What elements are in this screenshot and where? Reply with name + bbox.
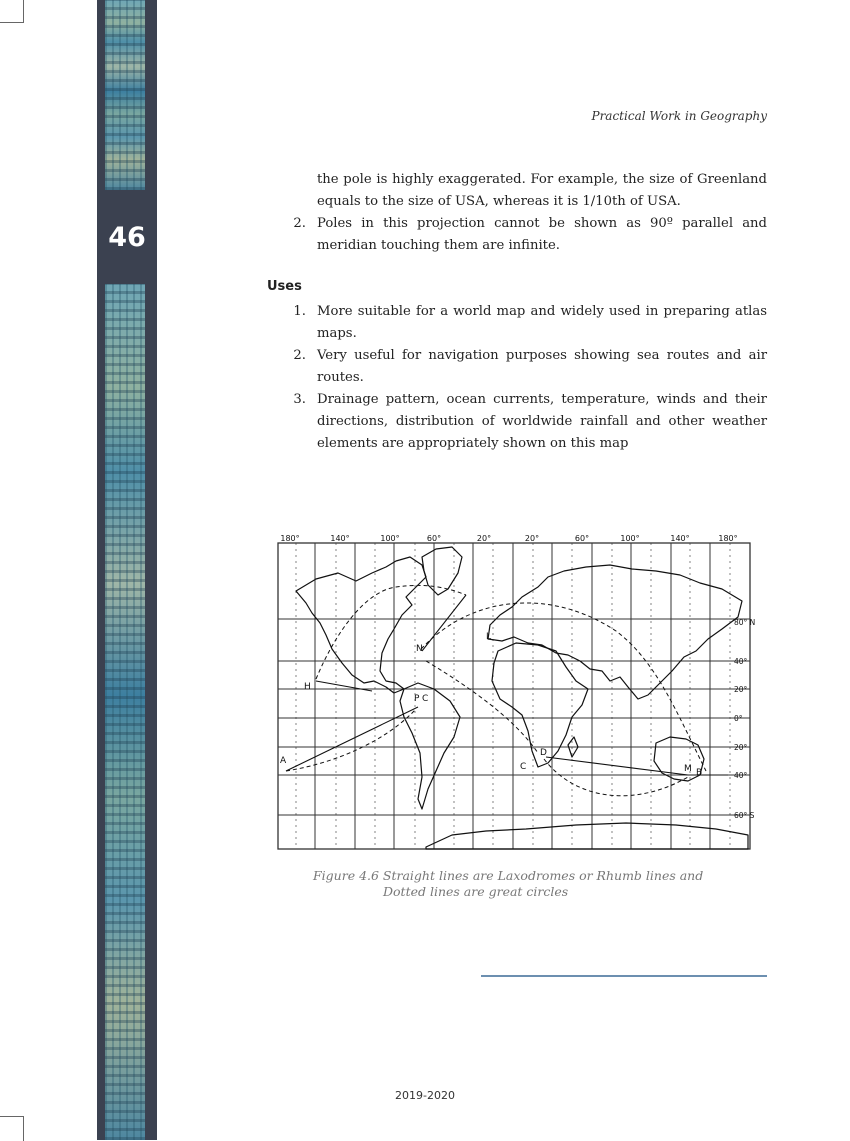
latitude-label: 40° <box>734 771 748 780</box>
eurasia-outline <box>488 565 742 699</box>
crop-mark-bottom-left <box>0 1116 24 1141</box>
point-label-d: D <box>540 748 547 758</box>
longitude-label: 140° <box>330 534 350 543</box>
uses-item-text: Drainage pattern, ocean currents, temperature, winds and their directions, distribution of worldwide rainfall and other weather elements are appropriately shown on this map <box>317 392 767 451</box>
satellite-strip-top <box>105 0 145 190</box>
uses-item-number: 1. <box>293 304 306 319</box>
rhumb-line-routes <box>286 595 728 775</box>
longitude-label: 180° <box>280 534 300 543</box>
mercator-world-map <box>276 531 755 853</box>
footer-year: 2019-2020 <box>395 1089 455 1102</box>
figure-caption <box>313 868 733 900</box>
crop-mark-top-left <box>0 0 24 23</box>
figure-caption-line-2: Dotted lines are great circles <box>383 884 569 899</box>
map-right-labels <box>734 618 755 820</box>
uses-item-text: Very useful for navigation purposes showing sea routes and air routes. <box>317 348 767 385</box>
longitude-label: 20° <box>476 534 492 543</box>
uses-item-number: 3. <box>293 392 306 407</box>
point-label-n: N <box>416 644 423 654</box>
satellite-strip-bottom <box>105 284 145 1140</box>
uses-item-3 <box>280 389 767 455</box>
point-label-b: B <box>696 768 703 778</box>
latitude-label: 20° <box>734 685 748 694</box>
limitation-item <box>280 213 767 257</box>
point-label-c: C <box>422 694 429 704</box>
longitude-label: 100° <box>380 534 400 543</box>
footer-rule <box>481 975 767 977</box>
longitude-label: 100° <box>620 534 640 543</box>
point-label-l: L <box>486 632 492 642</box>
limitation-number: 2. <box>293 216 306 231</box>
latitude-label: 0° <box>734 714 743 723</box>
latitude-label: 20° <box>734 743 748 752</box>
uses-item-2 <box>280 345 767 389</box>
point-label-a: A <box>280 756 287 766</box>
longitude-label: 140° <box>670 534 690 543</box>
longitude-label: 60° <box>574 534 590 543</box>
page-number: 46 <box>108 222 146 253</box>
running-head: Practical Work in Geography <box>591 109 767 123</box>
uses-item-1 <box>280 301 767 345</box>
continuation-paragraph: the pole is highly exaggerated. For example, the size of Greenland equals to the size of USA, whereas it is 1/10th of USA. <box>317 172 767 209</box>
limitation-text: Poles in this projection cannot be shown as 90º parallel and meridian touching them are infinite. <box>317 216 767 253</box>
uses-item-text: More suitable for a world map and widely used in preparing atlas maps. <box>317 304 767 341</box>
latitude-label: 40° <box>734 657 748 666</box>
uses-item-number: 2. <box>293 348 306 363</box>
uses-heading: Uses <box>267 279 302 294</box>
south-america-outline <box>400 683 460 809</box>
point-label-c-africa: C <box>520 762 527 772</box>
map-grid <box>278 543 750 849</box>
longitude-label: 60° <box>426 534 442 543</box>
point-label-p: P <box>414 694 420 704</box>
greenland-outline <box>422 547 462 595</box>
longitude-label: 180° <box>718 534 738 543</box>
latitude-label: 60° S <box>734 811 755 820</box>
continent-outlines <box>296 547 748 849</box>
longitude-label: 20° <box>524 534 540 543</box>
latitude-label: 80° N <box>734 618 755 627</box>
point-label-m: M <box>684 764 692 774</box>
figure-caption-line-1: Figure 4.6 Straight lines are Laxodromes or Rhumb lines and <box>313 868 704 883</box>
map-top-labels <box>280 534 737 543</box>
point-label-h: H <box>304 682 311 692</box>
antarctica-outline <box>426 823 748 849</box>
